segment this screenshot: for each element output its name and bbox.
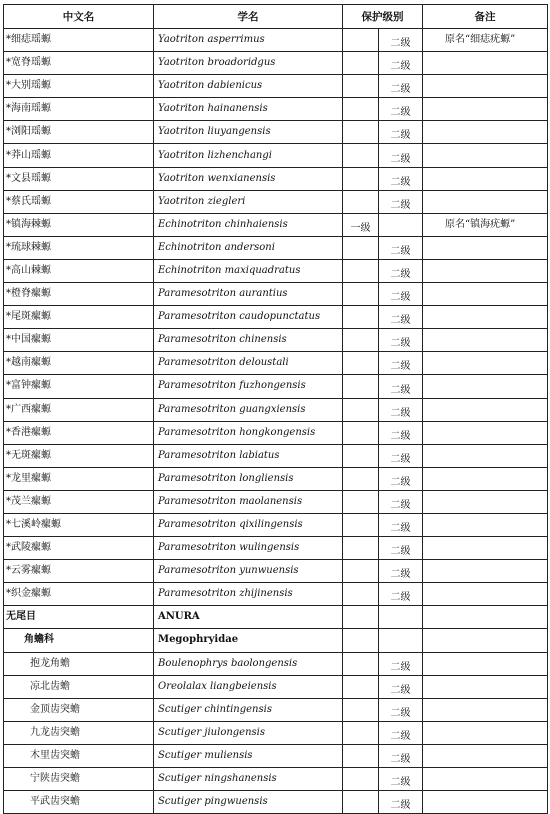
level-two-cell: 二级 <box>379 375 423 398</box>
remarks-cell <box>423 537 548 560</box>
level-one-cell <box>343 52 379 75</box>
level-one-cell <box>343 791 379 814</box>
scientific-name-cell: ANURA <box>154 606 343 629</box>
table-row <box>4 144 548 167</box>
protected-species-table <box>3 4 548 814</box>
level-two-cell: 二级 <box>379 398 423 421</box>
level-two-cell: 二级 <box>379 306 423 329</box>
level-one-cell <box>343 560 379 583</box>
scientific-name-cell: Yaotriton wenxianensis <box>154 167 343 190</box>
chinese-name-cell: *宽脊瑶螈 <box>4 52 154 75</box>
table-row <box>4 98 548 121</box>
header-remarks: 备注 <box>423 5 548 29</box>
chinese-name-cell: *琉球棘螈 <box>4 236 154 259</box>
table-row <box>4 121 548 144</box>
remarks-cell <box>423 490 548 513</box>
chinese-name-cell: 抱龙角蟾 <box>4 652 154 675</box>
table-row <box>4 236 548 259</box>
scientific-name-cell: Paramesotriton labiatus <box>154 444 343 467</box>
chinese-name-cell: *文县瑶螈 <box>4 167 154 190</box>
table-row <box>4 537 548 560</box>
remarks-cell <box>423 513 548 536</box>
level-one-cell <box>343 744 379 767</box>
level-two-cell: 二级 <box>379 444 423 467</box>
scientific-name-cell: Yaotriton lizhenchangi <box>154 144 343 167</box>
level-two-cell: 二级 <box>379 29 423 52</box>
level-one-cell <box>343 236 379 259</box>
level-two-cell: 二级 <box>379 467 423 490</box>
remarks-cell <box>423 52 548 75</box>
level-two-cell: 二级 <box>379 421 423 444</box>
remarks-cell <box>423 375 548 398</box>
level-one-cell <box>343 352 379 375</box>
level-one-cell <box>343 190 379 213</box>
level-two-cell: 二级 <box>379 121 423 144</box>
level-one-cell <box>343 375 379 398</box>
level-two-cell: 二级 <box>379 259 423 282</box>
remarks-cell <box>423 698 548 721</box>
table-row <box>4 560 548 583</box>
table-row <box>4 513 548 536</box>
level-one-cell <box>343 675 379 698</box>
table-row <box>4 421 548 444</box>
level-one-cell: 一级 <box>343 213 379 236</box>
table-row <box>4 583 548 606</box>
remarks-cell <box>423 306 548 329</box>
table-row <box>4 167 548 190</box>
table-row <box>4 190 548 213</box>
remarks-cell <box>423 560 548 583</box>
chinese-name-cell: *蔡氏瑶螈 <box>4 190 154 213</box>
level-two-cell: 二级 <box>379 652 423 675</box>
scientific-name-cell: Paramesotriton chinensis <box>154 329 343 352</box>
order-row <box>4 606 548 629</box>
chinese-name-cell: *细痣瑶螈 <box>4 29 154 52</box>
chinese-name-cell: *浏阳瑶螈 <box>4 121 154 144</box>
chinese-name-cell: *广西瘰螈 <box>4 398 154 421</box>
scientific-name-cell: Yaotriton hainanensis <box>154 98 343 121</box>
scientific-name-cell: Paramesotriton wulingensis <box>154 537 343 560</box>
table-row <box>4 329 548 352</box>
level-one-cell <box>343 467 379 490</box>
level-one-cell <box>343 721 379 744</box>
level-one-cell <box>343 698 379 721</box>
chinese-name-cell: *橙脊瘰螈 <box>4 283 154 306</box>
chinese-name-cell: 金顶齿突蟾 <box>4 698 154 721</box>
scientific-name-cell: Paramesotriton aurantius <box>154 283 343 306</box>
scientific-name-cell: Paramesotriton deloustali <box>154 352 343 375</box>
remarks-cell <box>423 190 548 213</box>
level-one-cell <box>343 167 379 190</box>
remarks-cell <box>423 98 548 121</box>
level-one-cell <box>343 329 379 352</box>
scientific-name-cell: Paramesotriton maolanensis <box>154 490 343 513</box>
level-two-cell: 二级 <box>379 675 423 698</box>
table-row <box>4 75 548 98</box>
family-row <box>4 629 548 652</box>
table-row <box>4 213 548 236</box>
remarks-cell <box>423 352 548 375</box>
scientific-name-cell: Megophryidae <box>154 629 343 652</box>
chinese-name-cell: *无斑瘰螈 <box>4 444 154 467</box>
remarks-cell <box>423 75 548 98</box>
level-two-cell: 二级 <box>379 283 423 306</box>
table-row <box>4 352 548 375</box>
level-two-cell: 二级 <box>379 791 423 814</box>
level-two-cell: 二级 <box>379 721 423 744</box>
table-body <box>4 29 548 814</box>
chinese-name-cell: *七溪岭瘰螈 <box>4 513 154 536</box>
scientific-name-cell: Boulenophrys baolongensis <box>154 652 343 675</box>
level-two-cell <box>379 213 423 236</box>
table-row <box>4 283 548 306</box>
remarks-cell <box>423 421 548 444</box>
chinese-name-cell: *莽山瑶螈 <box>4 144 154 167</box>
table-row <box>4 52 548 75</box>
scientific-name-cell: Paramesotriton fuzhongensis <box>154 375 343 398</box>
remarks-cell <box>423 283 548 306</box>
table-row <box>4 467 548 490</box>
scientific-name-cell: Paramesotriton zhijinensis <box>154 583 343 606</box>
remarks-cell <box>423 791 548 814</box>
table-row <box>4 744 548 767</box>
level-one-cell <box>343 513 379 536</box>
chinese-name-cell: *富钟瘰螈 <box>4 375 154 398</box>
level-two-cell: 二级 <box>379 768 423 791</box>
scientific-name-cell: Oreolalax liangbeiensis <box>154 675 343 698</box>
table-row <box>4 768 548 791</box>
table-row <box>4 398 548 421</box>
level-two-cell: 二级 <box>379 698 423 721</box>
level-one-cell <box>343 606 379 629</box>
table-row <box>4 259 548 282</box>
table-row <box>4 29 548 52</box>
remarks-cell <box>423 329 548 352</box>
chinese-name-cell: *尾斑瘰螈 <box>4 306 154 329</box>
table-row <box>4 791 548 814</box>
level-two-cell: 二级 <box>379 190 423 213</box>
chinese-name-cell: *织金瘰螈 <box>4 583 154 606</box>
chinese-name-cell: *海南瑶螈 <box>4 98 154 121</box>
remarks-cell <box>423 259 548 282</box>
scientific-name-cell: Paramesotriton caudopunctatus <box>154 306 343 329</box>
table-row <box>4 306 548 329</box>
remarks-cell <box>423 652 548 675</box>
chinese-name-cell: *越南瘰螈 <box>4 352 154 375</box>
scientific-name-cell: Echinotriton chinhaiensis <box>154 213 343 236</box>
remarks-cell: 原名“镇海疣螈” <box>423 213 548 236</box>
scientific-name-cell: Scutiger muliensis <box>154 744 343 767</box>
chinese-name-cell: *镇海棘螈 <box>4 213 154 236</box>
remarks-cell <box>423 606 548 629</box>
scientific-name-cell: Yaotriton dabienicus <box>154 75 343 98</box>
remarks-cell <box>423 744 548 767</box>
remarks-cell: 原名“细痣疣螈” <box>423 29 548 52</box>
level-one-cell <box>343 144 379 167</box>
chinese-name-cell: 木里齿突蟾 <box>4 744 154 767</box>
level-two-cell: 二级 <box>379 352 423 375</box>
level-two-cell: 二级 <box>379 583 423 606</box>
chinese-name-cell: 无尾目 <box>4 606 154 629</box>
remarks-cell <box>423 768 548 791</box>
level-one-cell <box>343 398 379 421</box>
level-one-cell <box>343 98 379 121</box>
level-two-cell: 二级 <box>379 329 423 352</box>
scientific-name-cell: Echinotriton andersoni <box>154 236 343 259</box>
remarks-cell <box>423 583 548 606</box>
table-row <box>4 490 548 513</box>
remarks-cell <box>423 167 548 190</box>
remarks-cell <box>423 721 548 744</box>
chinese-name-cell: 宁陕齿突蟾 <box>4 768 154 791</box>
table-row <box>4 675 548 698</box>
level-two-cell <box>379 606 423 629</box>
remarks-cell <box>423 675 548 698</box>
table-row <box>4 444 548 467</box>
scientific-name-cell: Scutiger chintingensis <box>154 698 343 721</box>
chinese-name-cell: 平武齿突蟾 <box>4 791 154 814</box>
level-two-cell: 二级 <box>379 744 423 767</box>
level-one-cell <box>343 629 379 652</box>
remarks-cell <box>423 236 548 259</box>
level-one-cell <box>343 490 379 513</box>
level-two-cell <box>379 629 423 652</box>
remarks-cell <box>423 144 548 167</box>
scientific-name-cell: Paramesotriton hongkongensis <box>154 421 343 444</box>
chinese-name-cell: *龙里瘰螈 <box>4 467 154 490</box>
chinese-name-cell: 角蟾科 <box>4 629 154 652</box>
level-one-cell <box>343 583 379 606</box>
chinese-name-cell: 九龙齿突蟾 <box>4 721 154 744</box>
scientific-name-cell: Scutiger pingwuensis <box>154 791 343 814</box>
level-one-cell <box>343 421 379 444</box>
chinese-name-cell: *武陵瘰螈 <box>4 537 154 560</box>
scientific-name-cell: Scutiger ningshanensis <box>154 768 343 791</box>
level-two-cell: 二级 <box>379 75 423 98</box>
header-scientific-name: 学名 <box>154 5 343 29</box>
level-two-cell: 二级 <box>379 537 423 560</box>
remarks-cell <box>423 398 548 421</box>
scientific-name-cell: Echinotriton maxiquadratus <box>154 259 343 282</box>
header-protection-level: 保护级别 <box>343 5 423 29</box>
level-two-cell: 二级 <box>379 167 423 190</box>
level-one-cell <box>343 652 379 675</box>
chinese-name-cell: *云雾瘰螈 <box>4 560 154 583</box>
level-one-cell <box>343 75 379 98</box>
level-two-cell: 二级 <box>379 52 423 75</box>
scientific-name-cell: Yaotriton ziegleri <box>154 190 343 213</box>
level-one-cell <box>343 29 379 52</box>
chinese-name-cell: *高山棘螈 <box>4 259 154 282</box>
header-chinese-name: 中文名 <box>4 5 154 29</box>
level-two-cell: 二级 <box>379 98 423 121</box>
remarks-cell <box>423 121 548 144</box>
table-row <box>4 375 548 398</box>
scientific-name-cell: Paramesotriton guangxiensis <box>154 398 343 421</box>
level-two-cell: 二级 <box>379 236 423 259</box>
remarks-cell <box>423 629 548 652</box>
table-row <box>4 721 548 744</box>
chinese-name-cell: *中国瘰螈 <box>4 329 154 352</box>
level-two-cell: 二级 <box>379 144 423 167</box>
remarks-cell <box>423 467 548 490</box>
table-row <box>4 652 548 675</box>
scientific-name-cell: Paramesotriton qixilingensis <box>154 513 343 536</box>
chinese-name-cell: *香港瘰螈 <box>4 421 154 444</box>
chinese-name-cell: 凉北齿蟾 <box>4 675 154 698</box>
scientific-name-cell: Yaotriton asperrimus <box>154 29 343 52</box>
level-one-cell <box>343 121 379 144</box>
level-one-cell <box>343 537 379 560</box>
remarks-cell <box>423 444 548 467</box>
scientific-name-cell: Yaotriton broadoridgus <box>154 52 343 75</box>
table-header-row <box>4 5 548 29</box>
level-two-cell: 二级 <box>379 513 423 536</box>
level-one-cell <box>343 259 379 282</box>
scientific-name-cell: Yaotriton liuyangensis <box>154 121 343 144</box>
chinese-name-cell: *大别瑶螈 <box>4 75 154 98</box>
scientific-name-cell: Paramesotriton longliensis <box>154 467 343 490</box>
level-two-cell: 二级 <box>379 490 423 513</box>
level-one-cell <box>343 444 379 467</box>
scientific-name-cell: Scutiger jiulongensis <box>154 721 343 744</box>
chinese-name-cell: *茂兰瘰螈 <box>4 490 154 513</box>
level-one-cell <box>343 283 379 306</box>
scientific-name-cell: Paramesotriton yunwuensis <box>154 560 343 583</box>
level-two-cell: 二级 <box>379 560 423 583</box>
table-row <box>4 698 548 721</box>
level-one-cell <box>343 768 379 791</box>
species-table-page <box>3 4 547 814</box>
level-one-cell <box>343 306 379 329</box>
